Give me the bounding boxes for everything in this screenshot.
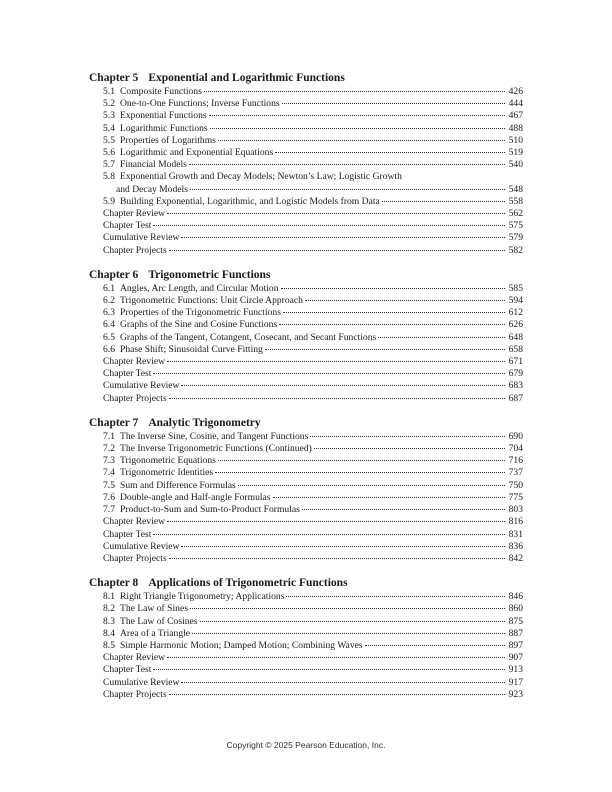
toc-entry[interactable]	[89, 86, 523, 98]
chapter-heading	[89, 576, 523, 590]
toc-entry-label	[103, 295, 304, 307]
toc-entry[interactable]	[89, 504, 523, 516]
page-number: 467	[508, 110, 523, 122]
toc-entry-label	[103, 147, 274, 159]
section-number: 8.3	[103, 615, 115, 627]
copyright-footer: Copyright © 2025 Pearson Education, Inc.	[226, 740, 386, 750]
toc-entry-label	[103, 628, 191, 640]
dot-leader	[153, 373, 505, 374]
page-number: 897	[508, 639, 523, 651]
table-of-contents	[89, 71, 523, 712]
toc-entry[interactable]	[89, 147, 523, 159]
section-number: 6.4	[103, 319, 115, 331]
toc-entry[interactable]	[89, 319, 523, 331]
dot-leader	[273, 497, 505, 498]
page-number: 582	[508, 244, 523, 256]
page-number: 562	[508, 208, 523, 220]
toc-entry-label	[103, 208, 166, 220]
dot-leader	[153, 669, 505, 670]
toc-entry[interactable]	[89, 541, 523, 553]
section-number: 5.5	[103, 134, 115, 146]
section-title: Properties of the Trigonometric Functions	[120, 307, 281, 319]
section-title: Double-angle and Half-angle Formulas	[120, 491, 271, 503]
dot-leader	[302, 509, 505, 510]
dot-leader	[169, 398, 505, 399]
dot-leader	[283, 312, 505, 313]
section-title: One-to-One Functions; Inverse Functions	[120, 98, 280, 110]
toc-entry-label	[103, 159, 188, 171]
dot-leader	[192, 633, 505, 634]
toc-entry[interactable]	[89, 393, 523, 405]
chapter-title: Exponential and Logarithmic Functions	[148, 72, 345, 84]
page-number: 831	[508, 528, 523, 540]
section-number: 7.6	[103, 491, 115, 503]
dot-leader	[215, 472, 505, 473]
section-title: Trigonometric Functions: Unit Circle Approach	[120, 295, 303, 307]
section-title: The Law of Sines	[120, 603, 188, 615]
page-number: 842	[508, 552, 523, 564]
toc-entry-label	[103, 652, 166, 664]
toc-entry[interactable]	[89, 245, 523, 257]
page-number: 594	[508, 295, 523, 307]
section-title: Chapter Test	[103, 528, 152, 540]
toc-entry-label	[103, 516, 166, 528]
section-title: Cumulative Review	[103, 676, 180, 688]
toc-entry[interactable]	[89, 220, 523, 232]
toc-entry[interactable]	[89, 295, 523, 307]
page-number: 426	[508, 86, 523, 97]
section-title: Phase Shift; Sinusoidal Curve Fitting	[120, 343, 263, 355]
toc-entry-label	[103, 664, 152, 676]
toc-entry[interactable]	[89, 529, 523, 541]
page-number: 626	[508, 319, 523, 331]
toc-entry-label	[103, 283, 280, 295]
section-title: Properties of Logarithms	[120, 134, 216, 146]
page-number: 907	[508, 652, 523, 664]
section-title: Chapter Review	[103, 356, 166, 368]
section-title-continued: and Decay Models	[116, 183, 188, 195]
section-title: Chapter Projects	[103, 552, 167, 564]
section-number: 5.7	[103, 159, 115, 171]
toc-entry-label	[103, 640, 364, 652]
section-title: Area of a Triangle	[120, 627, 191, 639]
chapter-heading	[89, 268, 523, 282]
chapter-heading	[89, 71, 523, 85]
toc-entry-label	[103, 368, 152, 380]
toc-entry[interactable]	[89, 307, 523, 319]
dot-leader	[314, 448, 505, 449]
section-title: Product-to-Sum and Sum-to-Product Formulas	[120, 504, 300, 516]
section-number: 8.5	[103, 639, 115, 651]
dot-leader	[190, 189, 505, 190]
page-number: 519	[508, 147, 523, 159]
page-number: 816	[508, 516, 523, 528]
dot-leader	[279, 324, 505, 325]
section-title: The Law of Cosines	[120, 615, 198, 627]
chapter-section	[89, 268, 523, 405]
toc-entry-label	[103, 529, 152, 541]
dot-leader	[167, 213, 505, 214]
section-number: 5.2	[103, 98, 115, 110]
toc-entry-label	[103, 480, 237, 492]
chapter-section	[89, 71, 523, 257]
toc-entry[interactable]	[89, 368, 523, 380]
dot-leader	[286, 596, 505, 597]
page-number: 575	[508, 220, 523, 232]
toc-entry-label	[103, 393, 168, 405]
dot-leader	[210, 128, 505, 129]
page-number: 846	[508, 591, 523, 603]
section-title: Trigonometric Identities	[120, 467, 214, 479]
chapter-title: Applications of Trigonometric Functions	[148, 577, 348, 590]
page-number: 679	[508, 368, 523, 380]
toc-entry-label	[103, 98, 281, 110]
page-number: 683	[508, 380, 523, 392]
toc-entry[interactable]	[89, 196, 523, 208]
page-number: 585	[508, 282, 523, 294]
toc-entry[interactable]	[89, 640, 523, 652]
section-title: Angles, Arc Length, and Circular Motion	[120, 282, 279, 294]
dot-leader	[281, 288, 505, 289]
dot-leader	[167, 657, 505, 658]
toc-entry-label	[103, 467, 214, 479]
toc-entry[interactable]	[89, 628, 523, 640]
toc-entry[interactable]	[89, 332, 523, 344]
toc-entry-label	[103, 332, 377, 344]
page-number: 548	[508, 183, 523, 195]
section-title: Chapter Review	[103, 208, 166, 220]
toc-entry[interactable]	[89, 171, 523, 183]
chapter-section	[89, 576, 523, 701]
section-number: 5.9	[103, 195, 115, 207]
page-number: 510	[508, 134, 523, 146]
page-number: 648	[508, 331, 523, 343]
section-title: Chapter Projects	[103, 244, 167, 256]
section-number: 7.2	[103, 443, 115, 455]
page-number: 737	[508, 467, 523, 479]
page-number: 540	[508, 159, 523, 171]
dot-leader	[169, 250, 505, 251]
dot-leader	[265, 349, 505, 350]
toc-entry-label	[103, 541, 180, 553]
chapter-number: Chapter 8	[89, 577, 139, 590]
section-number: 7.1	[103, 430, 115, 442]
toc-entry-label	[103, 603, 189, 615]
chapter-heading	[89, 416, 523, 430]
toc-entry-label	[103, 196, 381, 208]
chapter-section	[89, 416, 523, 565]
section-title: Cumulative Review	[103, 380, 180, 392]
toc-entry[interactable]	[89, 135, 523, 147]
toc-entry[interactable]	[89, 344, 523, 356]
page-number: 887	[508, 627, 523, 639]
section-title: Chapter Review	[103, 652, 166, 664]
dot-leader	[169, 694, 505, 695]
dot-leader	[282, 103, 505, 104]
page-number: 750	[508, 479, 523, 491]
page-number: 671	[508, 356, 523, 368]
toc-entry[interactable]	[89, 677, 523, 689]
section-number: 8.1	[103, 591, 115, 603]
toc-entry-label	[103, 171, 403, 183]
toc-entry[interactable]	[89, 380, 523, 392]
toc-entry-label	[103, 356, 166, 368]
toc-entry-continuation[interactable]	[89, 184, 523, 196]
section-title: The Inverse Sine, Cosine, and Tangent Functions	[120, 430, 309, 442]
section-title: Composite Functions	[120, 86, 202, 97]
section-number: 6.6	[103, 343, 115, 355]
toc-entry[interactable]	[89, 232, 523, 244]
section-title: Building Exponential, Logarithmic, and Logistic Models from Data	[120, 195, 380, 207]
toc-entry-label	[103, 689, 168, 701]
dot-leader	[153, 225, 505, 226]
toc-entry[interactable]	[89, 480, 523, 492]
dot-leader	[153, 534, 505, 535]
toc-entry-label	[103, 443, 313, 455]
toc-entry[interactable]	[89, 603, 523, 615]
section-number: 6.3	[103, 307, 115, 319]
dot-leader	[310, 436, 505, 437]
dot-leader	[365, 645, 505, 646]
toc-entry[interactable]	[89, 689, 523, 701]
dot-leader	[382, 201, 505, 202]
section-title: Chapter Test	[103, 368, 152, 380]
section-number: 8.2	[103, 603, 115, 615]
section-title: Logarithmic Functions	[120, 122, 208, 134]
page-number: 917	[508, 676, 523, 688]
section-number: 6.5	[103, 331, 115, 343]
toc-entry-label	[103, 677, 180, 689]
toc-entry[interactable]	[89, 431, 523, 443]
section-title: Exponential Functions	[120, 110, 207, 122]
section-title: Financial Models	[120, 159, 187, 171]
toc-entry[interactable]	[89, 516, 523, 528]
toc-entry-label	[103, 455, 217, 467]
section-number: 8.4	[103, 627, 115, 639]
toc-entry[interactable]	[89, 467, 523, 479]
section-number: 7.3	[103, 455, 115, 467]
toc-entry[interactable]	[89, 492, 523, 504]
section-number: 5.4	[103, 122, 115, 134]
toc-entry[interactable]	[89, 553, 523, 565]
dot-leader	[169, 558, 505, 559]
toc-entry-label	[103, 319, 278, 331]
section-title: Chapter Test	[103, 664, 152, 676]
page-number: 860	[508, 603, 523, 615]
page-number: 923	[508, 688, 523, 700]
chapter-title: Trigonometric Functions	[148, 268, 271, 281]
page-number: 716	[508, 455, 523, 467]
page-number: 558	[508, 195, 523, 207]
toc-entry[interactable]	[89, 443, 523, 455]
toc-entry[interactable]	[89, 110, 523, 122]
dot-leader	[209, 115, 505, 116]
chapter-number: Chapter 7	[89, 416, 139, 429]
toc-entry-label	[103, 344, 264, 356]
dot-leader	[181, 546, 505, 547]
chapter-number: Chapter 5	[89, 72, 139, 84]
section-number: 6.2	[103, 295, 115, 307]
toc-entry-label	[103, 110, 208, 122]
dot-leader	[305, 300, 505, 301]
section-title: Exponential Growth and Decay Models; Newton’s Law; Logistic Growth	[120, 171, 402, 183]
dot-leader	[181, 385, 505, 386]
toc-entry[interactable]	[89, 616, 523, 628]
section-title: Logarithmic and Exponential Equations	[120, 147, 274, 159]
section-number: 6.1	[103, 282, 115, 294]
dot-leader	[204, 91, 505, 92]
toc-entry-label	[103, 616, 199, 628]
page-number: 658	[508, 343, 523, 355]
section-title: Trigonometric Equations	[120, 455, 216, 467]
dot-leader	[238, 485, 505, 486]
toc-entry-label	[103, 431, 309, 443]
section-number: 5.3	[103, 110, 115, 122]
dot-leader	[181, 237, 505, 238]
section-number: 5.1	[103, 86, 115, 97]
toc-entry[interactable]	[89, 664, 523, 676]
toc-entry[interactable]	[89, 123, 523, 135]
page-number: 913	[508, 664, 523, 676]
page-number: 488	[508, 122, 523, 134]
toc-entry[interactable]	[89, 283, 523, 295]
section-number: 7.4	[103, 467, 115, 479]
toc-entry-label	[103, 553, 168, 565]
toc-entry[interactable]	[89, 98, 523, 110]
page-number: 836	[508, 540, 523, 552]
section-number: 5.6	[103, 147, 115, 159]
toc-entry-label	[103, 307, 282, 319]
toc-entry-label	[103, 245, 168, 257]
section-title: Right Triangle Trigonometry; Applications	[120, 591, 285, 603]
page-number: 803	[508, 504, 523, 516]
dot-leader	[181, 682, 505, 683]
dot-leader	[218, 460, 505, 461]
toc-entry-label	[103, 220, 152, 232]
page-number: 444	[508, 98, 523, 110]
page-number: 579	[508, 232, 523, 244]
toc-entry-label	[103, 232, 180, 244]
toc-entry-label	[103, 492, 272, 504]
section-title: Simple Harmonic Motion; Damped Motion; Combining Waves	[120, 639, 363, 651]
toc-entry-label	[103, 591, 285, 603]
dot-leader	[378, 337, 505, 338]
dot-leader	[167, 361, 505, 362]
page-number: 687	[508, 392, 523, 404]
toc-entry[interactable]	[89, 591, 523, 603]
dot-leader	[218, 140, 505, 141]
page-number: 775	[508, 491, 523, 503]
section-title: Chapter Projects	[103, 392, 167, 404]
toc-entry[interactable]	[89, 159, 523, 171]
section-number: 7.5	[103, 479, 115, 491]
page-number: 875	[508, 615, 523, 627]
toc-entry-label	[103, 123, 209, 135]
section-title: Sum and Difference Formulas	[120, 479, 236, 491]
toc-entry-label	[103, 380, 180, 392]
toc-entry-label	[103, 135, 217, 147]
section-number: 7.7	[103, 504, 115, 516]
dot-leader	[275, 152, 505, 153]
section-title: Chapter Projects	[103, 688, 167, 700]
toc-entry-label	[103, 504, 301, 516]
section-title: Graphs of the Sine and Cosine Functions	[120, 319, 278, 331]
chapter-title: Analytic Trigonometry	[148, 416, 261, 429]
toc-entry-label	[103, 86, 203, 98]
toc-entry[interactable]	[89, 356, 523, 368]
toc-entry[interactable]	[89, 208, 523, 220]
page-number: 612	[508, 307, 523, 319]
toc-entry[interactable]	[89, 455, 523, 467]
page-number: 704	[508, 443, 523, 455]
dot-leader	[200, 621, 505, 622]
section-title: The Inverse Trigonometric Functions (Continued)	[120, 443, 312, 455]
section-number: 5.8	[103, 171, 115, 183]
chapter-number: Chapter 6	[89, 268, 139, 281]
section-title: Cumulative Review	[103, 232, 180, 244]
dot-leader	[167, 521, 505, 522]
section-title: Chapter Review	[103, 516, 166, 528]
dot-leader	[190, 608, 505, 609]
section-title: Graphs of the Tangent, Cotangent, Cosecant, and Secant Functions	[120, 331, 377, 343]
page-number: 690	[508, 430, 523, 442]
toc-entry[interactable]	[89, 652, 523, 664]
section-title: Cumulative Review	[103, 540, 180, 552]
dot-leader	[189, 164, 505, 165]
section-title: Chapter Test	[103, 220, 152, 232]
